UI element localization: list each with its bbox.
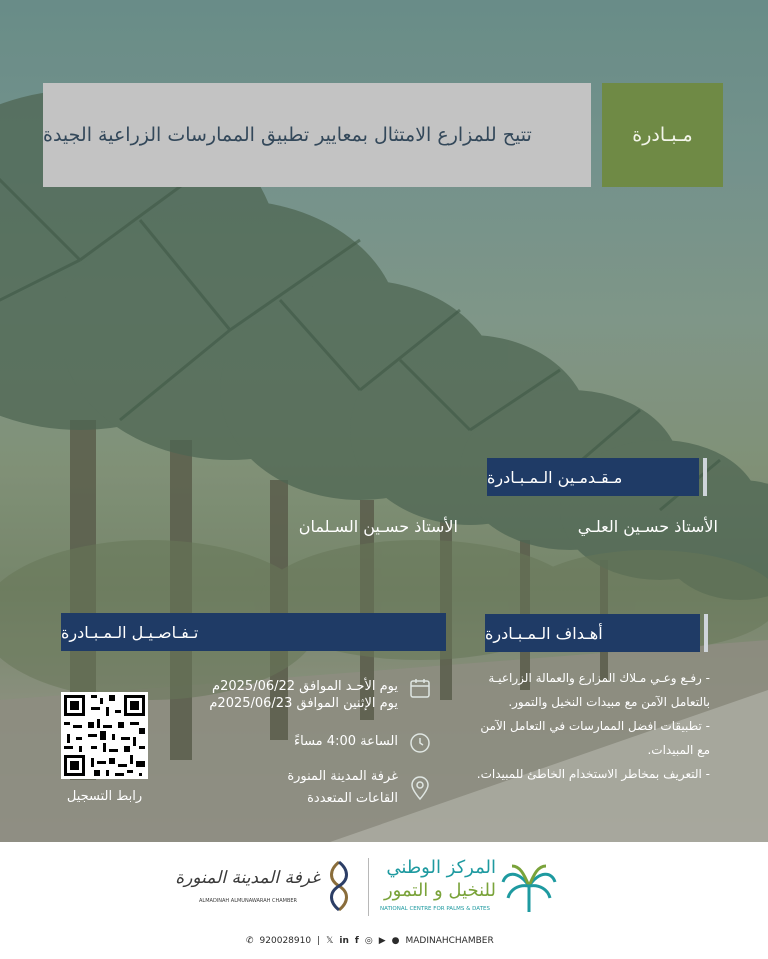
goal-line: - التعريف بمخاطر الاستخدام الخاطئ للمبيدات. bbox=[476, 767, 710, 781]
calendar-icon bbox=[408, 676, 432, 700]
goals-heading-text: أهـداف الـمـبـادرة bbox=[485, 623, 603, 643]
presenter-name-1: الأستاذ حسـين العلـي bbox=[577, 517, 718, 536]
social-handle[interactable]: MADINAHCHAMBER bbox=[405, 936, 494, 946]
x-icon[interactable]: 𝕏 bbox=[326, 936, 334, 946]
location-line-2: القاعات المتعددة bbox=[307, 791, 398, 806]
location-line-1: غرفة المدينة المنورة bbox=[287, 769, 398, 784]
linkedin-icon[interactable]: in bbox=[339, 936, 349, 946]
initiative-title-box bbox=[43, 83, 591, 187]
heading-accent bbox=[704, 614, 708, 652]
registration-qr-code[interactable] bbox=[61, 692, 148, 779]
youtube-icon[interactable]: ▶ bbox=[378, 936, 386, 946]
details-heading bbox=[61, 613, 446, 651]
snapchat-icon[interactable]: ● bbox=[391, 936, 400, 946]
event-dates bbox=[178, 678, 398, 712]
initiative-label-box bbox=[602, 83, 723, 187]
chamber-english-name: ALMADINAH ALMUNAWARAH CHAMBER bbox=[199, 898, 298, 904]
goals-heading bbox=[485, 614, 700, 652]
ncpd-name-line-2: للنخيل و التمور bbox=[383, 880, 496, 901]
goal-line: مع المبيدات. bbox=[647, 743, 710, 757]
chamber-name: غرفة المدينة المنورة bbox=[175, 868, 320, 888]
presenters-heading bbox=[487, 458, 699, 496]
registration-label: رابط التسجيل bbox=[66, 789, 143, 804]
goals-list bbox=[440, 666, 710, 786]
date-line-2: يوم الإثنين الموافق 2025/06/23م bbox=[209, 696, 398, 711]
facebook-icon[interactable]: f bbox=[354, 936, 359, 946]
logo-divider bbox=[368, 858, 369, 916]
initiative-title: تتيح للمزارع الامتثال بمعايير تطبيق الممارسات الزراعية الجيدة bbox=[43, 124, 532, 146]
chamber-logo-icon bbox=[326, 860, 352, 912]
date-line-1: يوم الأحـد الموافق 2025/06/22م bbox=[212, 679, 398, 694]
presenters-heading-text: مـقـدمـين الـمـبـادرة bbox=[487, 467, 623, 487]
initiative-label: مـبـادرة bbox=[632, 124, 693, 146]
clock-icon bbox=[408, 731, 432, 755]
phone-icon: ✆ bbox=[246, 936, 254, 946]
location-pin-icon bbox=[408, 774, 432, 802]
footer bbox=[0, 842, 768, 959]
ncpd-english-name: NATIONAL CENTRE FOR PALMS & DATES bbox=[380, 906, 490, 912]
goal-line: بالتعامل الآمن مع مبيدات النخيل والتمور. bbox=[508, 695, 710, 709]
qr-pattern bbox=[61, 692, 148, 779]
event-location bbox=[198, 766, 398, 810]
separator: | bbox=[317, 936, 321, 946]
ncpd-name bbox=[384, 856, 496, 902]
phone-number[interactable]: 920028910 bbox=[259, 936, 312, 946]
goal-line: - رفـع وعـي مـلاك المزارع والعمالة الزراعيـة bbox=[488, 671, 710, 685]
presenter-name-2: الأستاذ حسـين السـلمان bbox=[298, 517, 458, 536]
event-time: الساعة 4:00 مساءً bbox=[294, 734, 398, 749]
palm-tree-logo-icon bbox=[500, 860, 558, 916]
details-heading-text: تـفـاصـيـل الـمـبـادرة bbox=[61, 622, 199, 642]
goal-line: - تطبيقات افضل الممارسات في التعامل الآمن bbox=[480, 719, 710, 733]
instagram-icon[interactable]: ◎ bbox=[364, 936, 373, 946]
contact-bar bbox=[246, 936, 494, 946]
heading-accent bbox=[703, 458, 707, 496]
ncpd-name-line-1: المركز الوطني bbox=[386, 857, 496, 878]
